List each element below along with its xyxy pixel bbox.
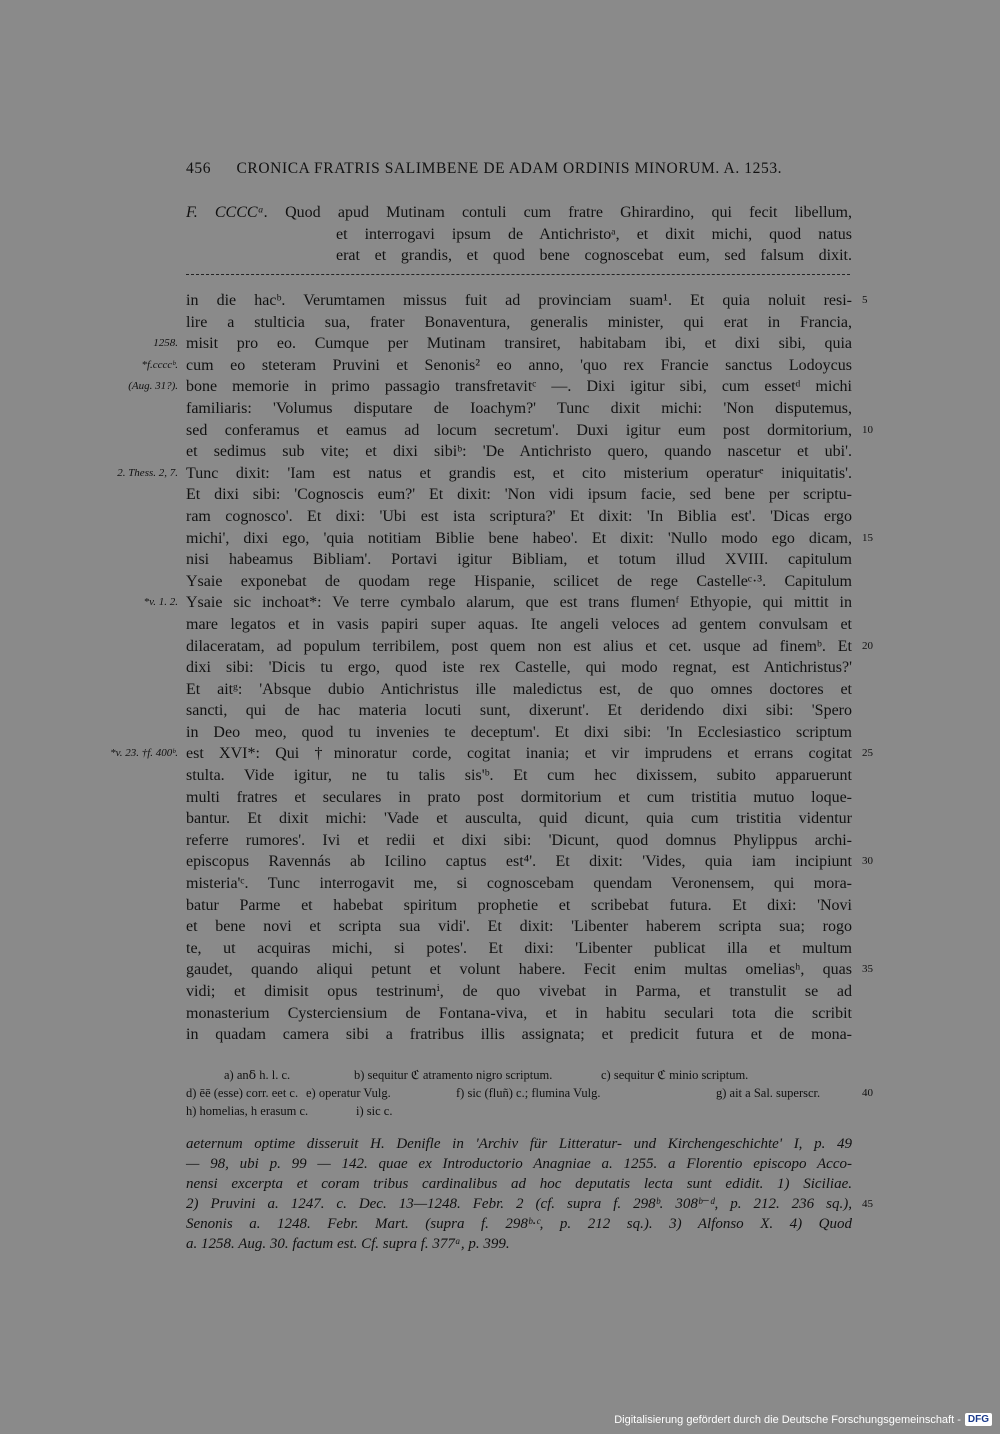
line-number: 15 <box>862 531 873 544</box>
line-text: episcopus Ravennás ab Icilino captus est⁴'. Et dixit: 'Vides, quia iam incipiunt <box>186 853 852 871</box>
line-number: 40 <box>862 1087 873 1099</box>
line-text: stulta. Vide igitur, ne tu talis sis'ᵇ. Et cum hec dixissem, subito apparuerunt <box>186 767 852 785</box>
apparatus-note: d) ēē (esse) corr. eet c. <box>186 1086 299 1100</box>
text-line <box>186 571 852 593</box>
line-text: Ysaie sic inchoat*: Ve terre cymbalo alarum, que est trans flumenᶠ Ethyopie, qui mittit in <box>186 594 852 612</box>
commentary-line <box>186 1194 873 1214</box>
line-text: vidi; et dimisit opus testrinumⁱ, de quo vivebat in Parma, et transtulit se ad <box>186 983 852 1000</box>
line-number: 35 <box>862 963 873 976</box>
line-text: sancti, qui de hac materia locuti sunt, dixerunt'. Et deridendo dixi sibi: 'Spero <box>186 702 852 720</box>
line-text: in Deo meo, quod tu invenies te deceptum'. Et dixi sibi: 'In Ecclesiastico scriptum <box>186 723 852 741</box>
line-text: bone memorie in primo passagio transfretavitᶜ —. Dixi igitur sibi, cum essetᵈ michi <box>186 378 852 396</box>
line-text: te, ut acquiras michi, si potes'. Et dixi: 'Libenter publicat illa et multum <box>186 939 852 957</box>
running-title: CRONICA FRATRIS SALIMBENE DE ADAM ORDINIS MINORUM. A. 1253. <box>236 160 783 177</box>
text-line <box>186 679 852 701</box>
rubric-line-3: erat et grandis, et quod bene cognoscebat eum, sed falsum dixit. <box>336 247 852 264</box>
commentary-line <box>186 1154 852 1174</box>
apparatus-row <box>186 1084 873 1102</box>
text-line <box>186 441 852 463</box>
text-line <box>186 398 852 420</box>
commentary-line <box>186 1174 852 1194</box>
text-line <box>186 808 852 830</box>
text-line <box>186 1003 852 1025</box>
line-text: 2) Pruvini a. 1247. c. Dec. 13—1248. Febr. 2 (cf. supra f. 298ᵇ. 308ᵇ⁻ᵈ, p. 212. 236 sq.), <box>186 1196 852 1212</box>
line-number: 20 <box>862 639 873 652</box>
line-number: 5 <box>862 294 868 306</box>
line-text: cum eo steteram Pruvini et Senonis² eo anno, 'quo rex Francie sanctus Lodoycus <box>186 356 852 374</box>
line-text: Ysaie exponebat de quodam rege Hispanie, scilicet de rege Castelleᶜ·³. Capitulum <box>186 572 852 590</box>
line-text: ram cognosco'. Et dixi: 'Ubi est ista scriptura?' Et dixit: 'In Biblia est'. 'Dicas ergo <box>186 507 852 525</box>
text-line <box>186 657 852 679</box>
critical-apparatus <box>186 1066 873 1120</box>
folio-mark: F. CCCCᵃ. <box>186 204 268 221</box>
line-text: misit pro eo. Cumque per Mutinam transiret, habitabam ibi, et dixi sibi, quia <box>186 335 852 353</box>
line-text: gaudet, quando aliqui petunt et volunt habere. Fecit enim multas omeliasʰ, quas <box>186 961 852 979</box>
margin-reference: *v. 1. 2. <box>143 596 178 609</box>
line-text: Tunc dixit: 'Iam est natus et grandis est, et cito misterium operaturᵉ iniquitatis'. <box>186 464 852 482</box>
text-line <box>186 830 852 852</box>
margin-reference: (Aug. 31?). <box>128 380 178 393</box>
line-text: bantur. Et dixit michi: 'Vade et ausculta, quid dicunt, quia cum tristitia videntur <box>186 810 852 828</box>
line-text: dixi sibi: 'Dicis tu ergo, quod iste rex Castelle, qui modo regnat, est Antichristus?' <box>186 659 852 677</box>
text-line <box>186 506 852 528</box>
commentary-line <box>186 1234 852 1254</box>
line-text: et sedimus sub vite; et dixi sibiᵇ: 'De Antichristo quero, quando nascetur et ubi'. <box>186 443 852 461</box>
text-line <box>128 376 852 398</box>
text-line <box>186 981 852 1003</box>
apparatus-note: e) operatur Vulg. <box>306 1086 391 1100</box>
text-line <box>186 959 873 981</box>
line-text: a. 1258. Aug. 30. factum est. Cf. supra f. 377ᵃ, p. 399. <box>186 1236 510 1252</box>
text-line <box>186 851 873 873</box>
line-text: est XVI*: Qui †minoratur corde, cogitat inania; et vir imprudens et errans cogitat <box>186 745 852 763</box>
text-line <box>186 312 852 334</box>
margin-reference: 2. Thess. 2, 7. <box>117 466 178 479</box>
text-line <box>186 700 852 722</box>
margin-reference: 1258. <box>153 337 178 350</box>
running-header <box>186 160 850 178</box>
text-line <box>186 614 852 636</box>
apparatus-row <box>186 1066 852 1084</box>
line-text: aeternum optime disseruit H. Denifle in 'Archiv für Litteratur- und Kirchengeschichte' I, p. 49 <box>186 1136 852 1152</box>
line-text: michi', dixi ego, 'quia notitiam Biblie bene habeo'. Et dixit: 'Nullo modo ego dicam, <box>186 529 852 547</box>
text-line <box>110 743 873 765</box>
line-text: familiaris: 'Volumus disputare de Ioachym?' Tunc dixit michi: 'Non disputemus, <box>186 399 852 417</box>
separator-rule <box>186 274 850 275</box>
line-text: Senonis a. 1248. Febr. Mart. (supra f. 298ᵇ·ᶜ, p. 212 sq.). 3) Alfonso X. 4) Quod <box>186 1216 852 1232</box>
line-text: in die hacᵇ. Verumtamen missus fuit ad provinciam suam¹. Et quia noluit resi- <box>186 292 852 309</box>
commentary-line <box>186 1134 852 1154</box>
dfg-logo: DFG <box>965 1413 992 1426</box>
line-number: 10 <box>862 423 873 436</box>
text-line <box>186 420 873 442</box>
commentary-line <box>186 1214 852 1234</box>
credit-text: Digitalisierung gefördert durch die Deutsche Forschungsgemeinschaft - <box>614 1413 961 1426</box>
rubric-line-2: et interrogavi ipsum de Antichristoᵃ, et dixit michi, quod natus <box>336 225 852 243</box>
commentary-notes <box>186 1134 873 1254</box>
line-text: nisi habeamus Bibliam'. Portavi igitur Bibliam, et totum illud XVIII. capitulum <box>186 551 852 569</box>
line-text: multi fratres et seculares in prato post dormitorium et cum tristitia mutuo loque- <box>186 788 852 806</box>
apparatus-note: a) anẟ h. l. c. <box>224 1068 291 1082</box>
text-line <box>143 592 852 614</box>
text-line <box>186 1024 852 1046</box>
text-line <box>186 722 852 744</box>
text-line <box>186 938 852 960</box>
text-line <box>117 463 852 485</box>
apparatus-note: f) sic (fluñ) c.; flumina Vulg. <box>456 1086 601 1100</box>
page-number: 456 <box>186 160 212 177</box>
rubric-line-1: Quod apud Mutinam contuli cum fratre Ghirardino, qui fecit libellum, <box>285 204 852 221</box>
text-line <box>141 355 852 377</box>
text-line <box>186 916 852 938</box>
apparatus-note: i) sic c. <box>356 1104 393 1118</box>
line-text: referre rumores'. Ivi et redii et dixi sibi: 'Dicunt, quod domnus Phylippus archi- <box>186 831 852 849</box>
line-text: in quadam camera sibi a fratribus illis assignata; et predicit futura et de mona- <box>186 1026 852 1044</box>
apparatus-note: c) sequitur ℭ minio scriptum. <box>601 1068 749 1082</box>
text-line <box>186 290 868 312</box>
text-line <box>186 873 852 895</box>
line-text: dilaceratam, ad populum terribilem, post quem non est alius et cet. usque ad finemᵇ. Et <box>186 637 852 655</box>
line-text: — 98, ubi p. 99 — 142. quae ex Introductorio Anagniae a. 1255. a Florentio episcopo Acco- <box>186 1156 852 1172</box>
text-line <box>153 333 852 355</box>
text-line <box>186 636 873 658</box>
line-text: monasterium Cysterciensium de Fontana-viva, et in habitu seculari tota die scribit <box>186 1004 852 1022</box>
line-text: et bene novi et scripta sua vidi'. Et dixit: 'Libenter haberem scripta sua; rogo <box>186 918 852 936</box>
line-text: mare legatos et in vasis papiri super aquas. Ite angeli veloces ad gentem convulsam et <box>186 615 852 633</box>
apparatus-note: b) sequitur ℭ atramento nigro scriptum. <box>354 1068 553 1082</box>
line-text: sed conferamus et eamus ad locum secretum'. Duxi igitur eum post dormitorium, <box>186 421 852 439</box>
margin-reference: *f.ccccᵇ. <box>141 358 178 371</box>
dfg-credit <box>614 1413 992 1426</box>
line-text: lire a stulticia sua, frater Bonaventura, generalis minister, qui erat in Francia, <box>186 313 852 331</box>
line-text: Et aitᵍ: 'Absque dubio Antichristus ille maledictus est, de quo omnes doctores et <box>186 680 852 698</box>
text-line <box>186 895 852 917</box>
apparatus-note: h) homelias, h erasum c. <box>186 1104 309 1118</box>
line-number: 30 <box>862 855 873 868</box>
apparatus-note: g) ait a Sal. superscr. <box>716 1086 821 1100</box>
line-text: Et dixi sibi: 'Cognoscis eum?' Et dixit: 'Non vidi ipsum facie, sed bene per scriptu- <box>186 486 852 504</box>
text-line <box>186 787 852 809</box>
text-line <box>186 484 852 506</box>
line-text: batur Parme et habebat spiritum prophetie et scribebat futura. Et dixi: 'Novi <box>186 896 852 914</box>
line-text: nensi excerpta et coram tribus cardinalibus ad hoc deputatis lecta sunt edidit. 1) Siciliae. <box>186 1176 852 1192</box>
line-number: 45 <box>862 1198 873 1210</box>
line-number: 25 <box>862 747 873 760</box>
line-text: misteria'ᶜ. Tunc interrogavit me, si cognoscebam quendam Veronensem, qui mora- <box>186 875 852 893</box>
text-line <box>186 528 873 550</box>
chapter-rubric <box>186 202 852 267</box>
text-line <box>186 765 852 787</box>
margin-reference: *v. 23. †f. 400ᵇ. <box>110 747 178 760</box>
main-text <box>110 290 873 1046</box>
apparatus-row <box>186 1102 852 1120</box>
text-line <box>186 549 852 571</box>
